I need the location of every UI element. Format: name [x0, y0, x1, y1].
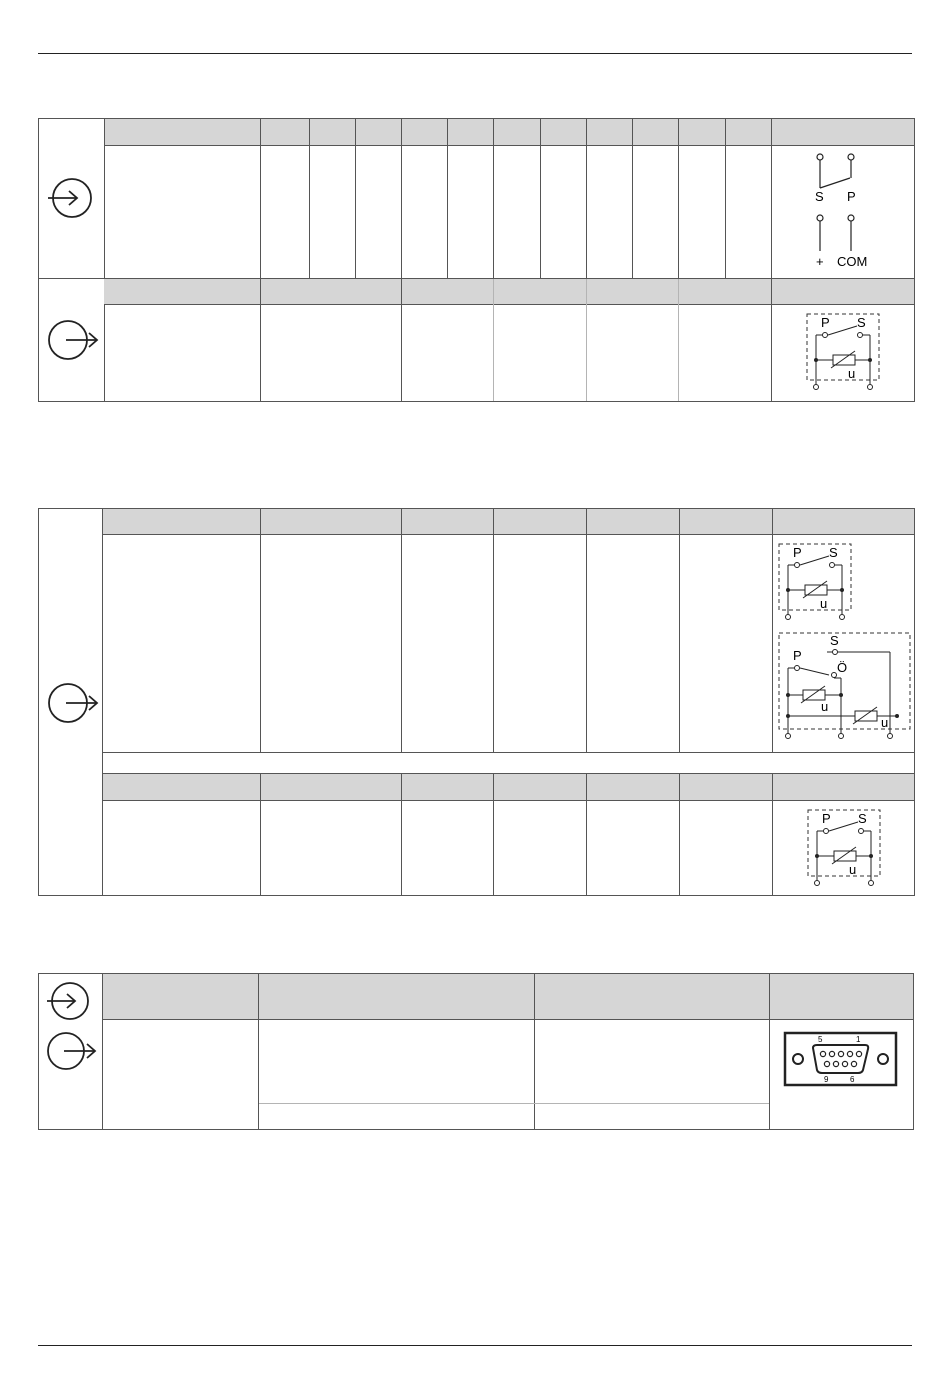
relay-schematic [803, 310, 885, 392]
table-header-row [103, 974, 913, 1019]
svg-text:P: P [822, 811, 831, 826]
svg-text:+: + [816, 254, 824, 269]
svg-text:u: u [849, 862, 857, 877]
svg-text:P: P [793, 648, 802, 663]
digital-io-table [38, 118, 915, 402]
relay-schematic [804, 806, 886, 888]
svg-text:9: 9 [824, 1075, 829, 1084]
input-arrow-icon [46, 176, 98, 220]
output-arrow-icon [46, 318, 102, 362]
svg-text:S: S [815, 189, 824, 204]
svg-text:S: S [858, 811, 867, 826]
svg-text:S: S [857, 315, 866, 330]
svg-text:P: P [821, 315, 830, 330]
svg-text:5: 5 [818, 1035, 823, 1044]
svg-text:S: S [830, 633, 839, 648]
svg-text:6: 6 [850, 1075, 855, 1084]
svg-text:P: P [847, 189, 856, 204]
table-header-row [103, 509, 914, 534]
dsub-connector-icon [782, 1030, 900, 1090]
top-rule [38, 53, 912, 54]
input-arrow-icon [44, 980, 96, 1022]
table-header-row [104, 119, 914, 145]
relay-extended-schematic [775, 629, 915, 741]
table-header-row [103, 774, 914, 800]
svg-text:u: u [848, 366, 856, 381]
bottom-rule [38, 1345, 912, 1346]
svg-text:S: S [829, 545, 838, 560]
table-header-row [104, 279, 914, 304]
svg-text:1: 1 [856, 1035, 861, 1044]
relay-schematic [775, 540, 857, 622]
svg-text:P: P [793, 545, 802, 560]
output-arrow-icon [46, 681, 102, 725]
contact-schematic [800, 148, 890, 274]
output-arrow-icon [44, 1030, 100, 1072]
svg-text:COM: COM [837, 254, 868, 269]
svg-text:Ö: Ö [837, 660, 848, 675]
svg-text:u: u [881, 715, 889, 730]
svg-text:u: u [821, 699, 829, 714]
svg-text:u: u [820, 596, 828, 611]
